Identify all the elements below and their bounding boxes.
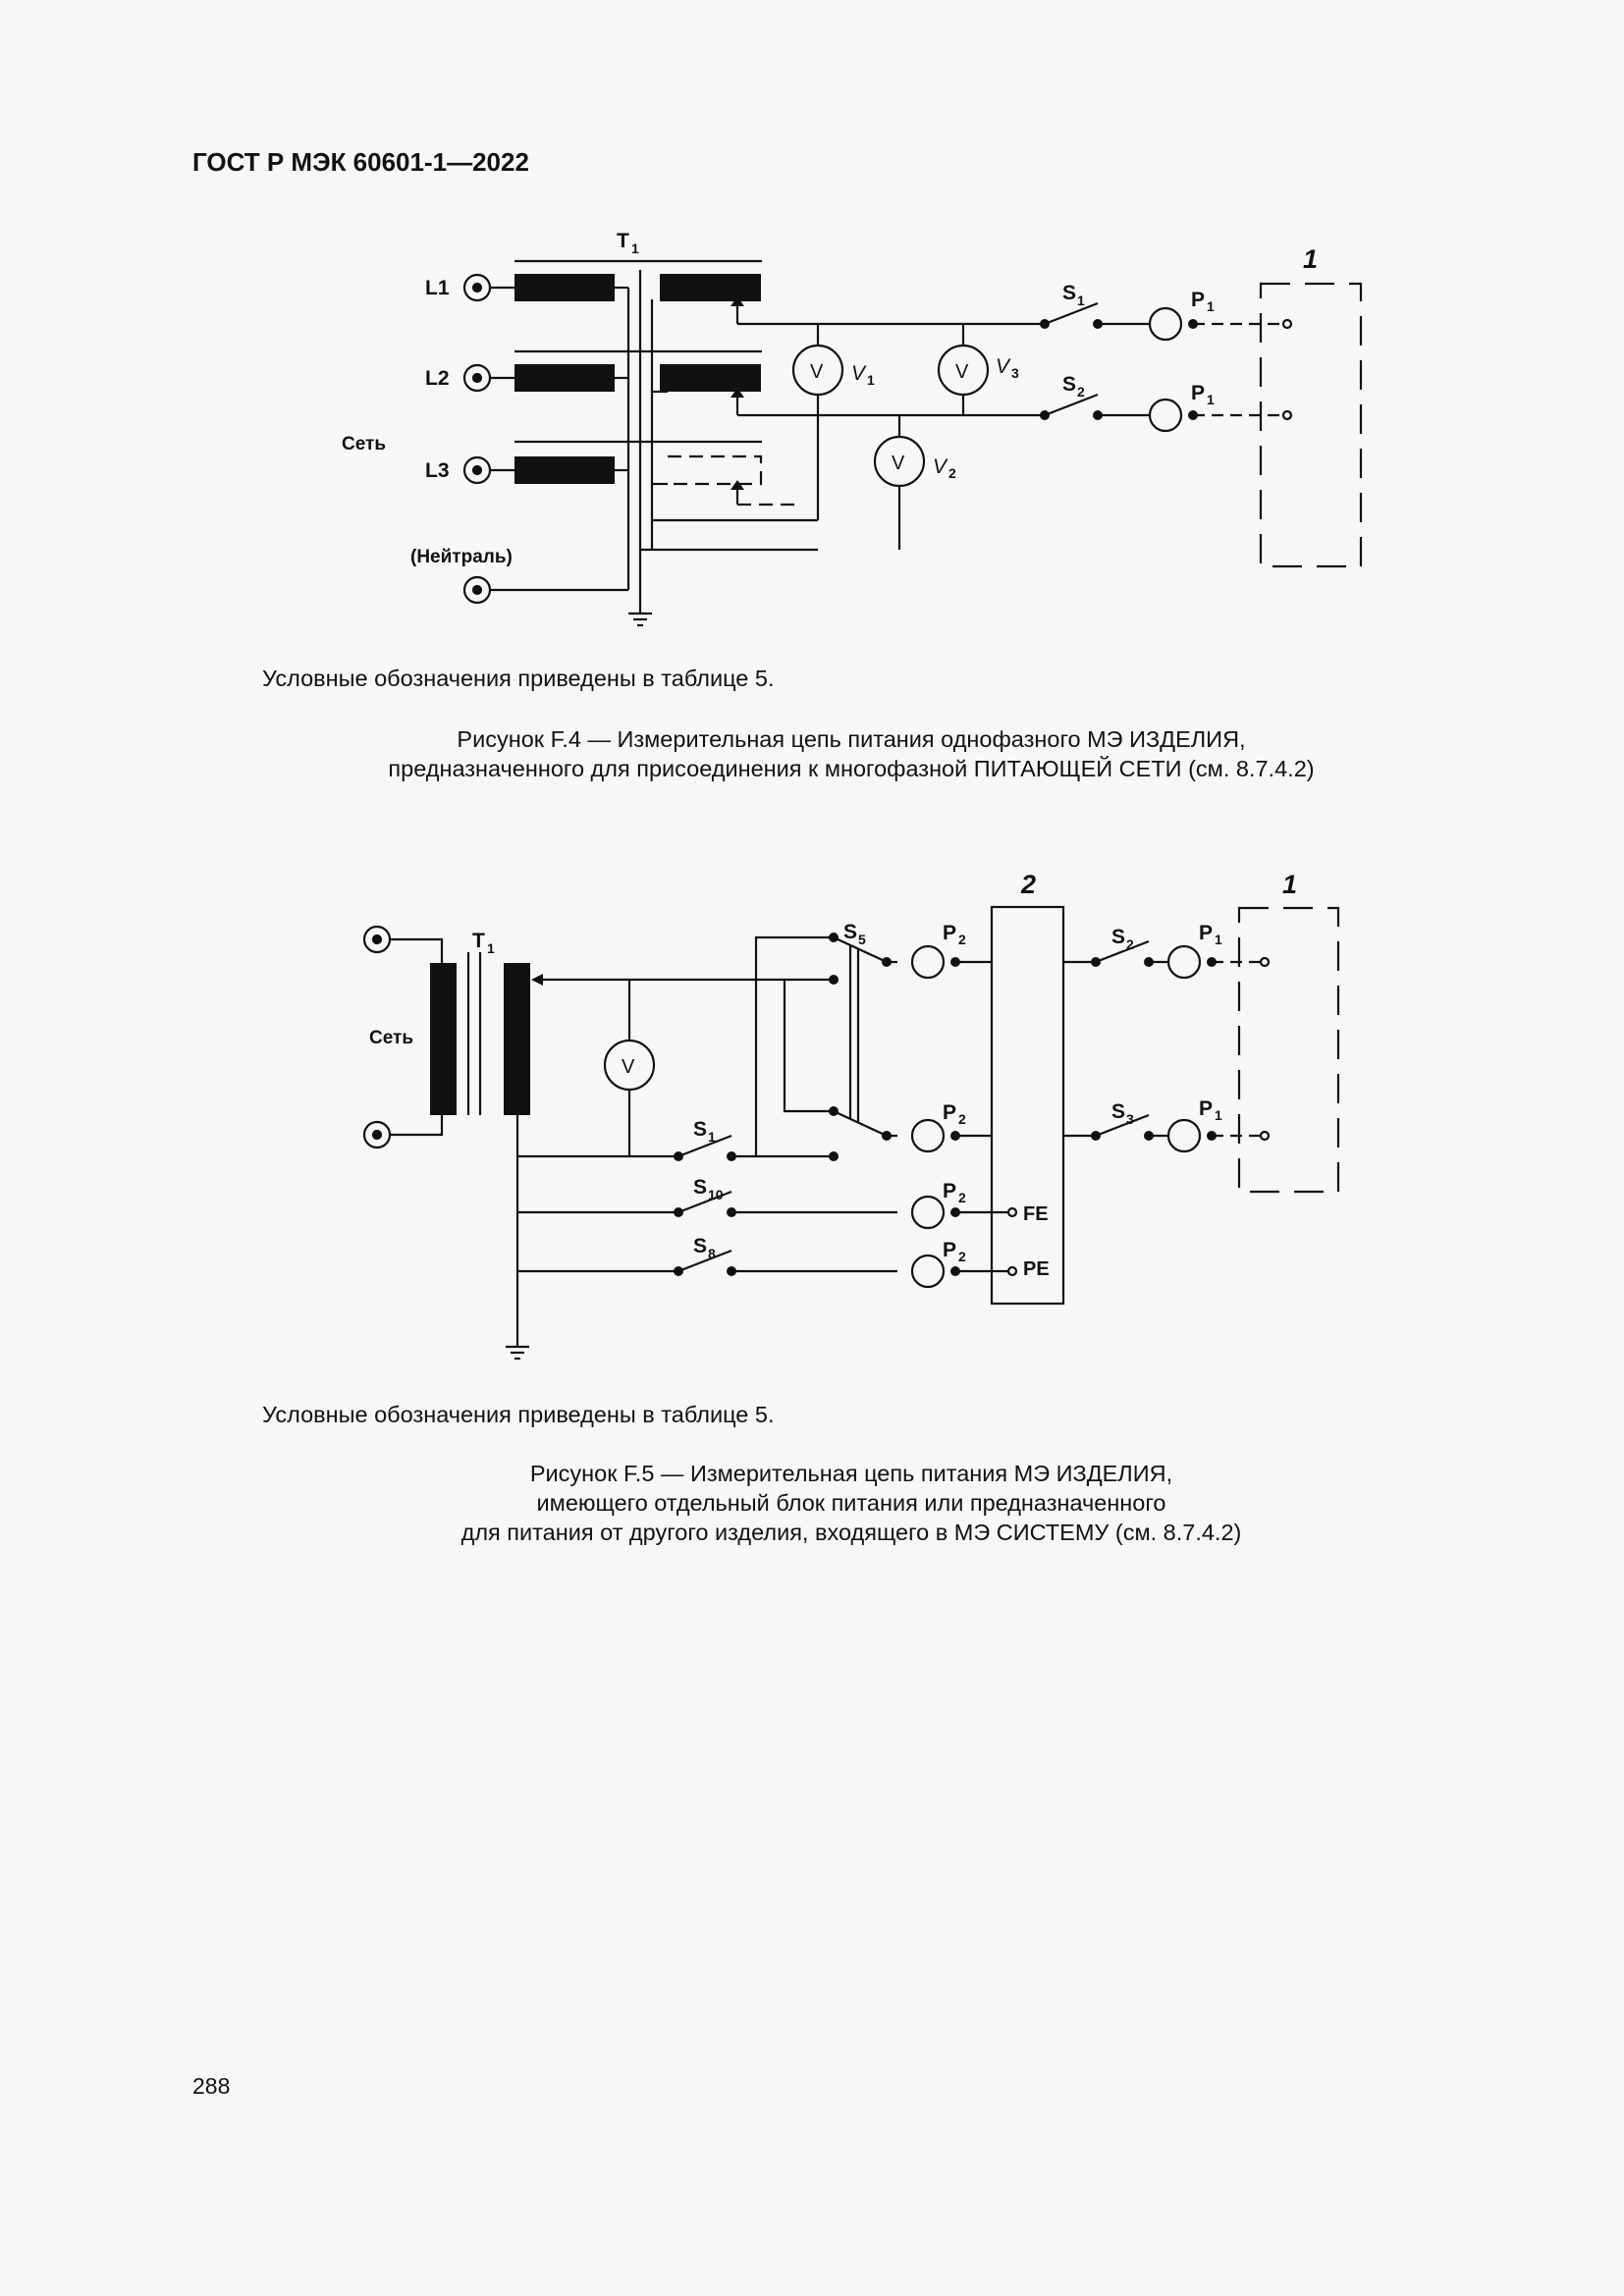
label-s1: S xyxy=(1062,282,1077,304)
label-p1-bottom: P xyxy=(1191,382,1206,404)
fig5-caption-line3: для питания от другого изделия, входящего в МЭ СИСТЕМУ (см. 8.7.4.2) xyxy=(460,1520,1242,1545)
secondary-winding xyxy=(504,963,530,1115)
document-header: ГОСТ Р МЭК 60601-1—2022 xyxy=(192,147,529,177)
primary-winding-l3 xyxy=(514,456,615,484)
primary-winding-l1 xyxy=(514,274,615,301)
label-s2: S xyxy=(1062,373,1077,396)
svg-text:1: 1 xyxy=(631,240,639,256)
svg-text:5: 5 xyxy=(858,932,866,947)
label-mains: Сеть xyxy=(342,434,387,454)
label-p2: P xyxy=(943,922,957,944)
svg-text:1: 1 xyxy=(708,1129,716,1145)
label-l3: L3 xyxy=(425,459,450,482)
label-v2: V xyxy=(933,455,947,478)
svg-text:1: 1 xyxy=(1077,293,1085,308)
terminal-mains-bottom xyxy=(364,1122,390,1148)
terminal-l3 xyxy=(464,457,490,483)
svg-text:2: 2 xyxy=(948,465,956,481)
label-v3: V xyxy=(996,355,1010,378)
label-s1: S xyxy=(693,1118,708,1141)
svg-text:V: V xyxy=(892,453,905,474)
power-supply-box xyxy=(992,907,1063,1304)
svg-text:2: 2 xyxy=(1126,936,1134,952)
secondary-winding-l1 xyxy=(660,274,761,301)
label-t1: T xyxy=(617,230,629,252)
label-l2: L2 xyxy=(425,367,450,390)
page-number: 288 xyxy=(192,2073,231,2099)
label-l1: L1 xyxy=(425,277,450,299)
label-p2: P xyxy=(943,1239,957,1261)
label-p1-top: P xyxy=(1191,289,1206,311)
svg-text:V: V xyxy=(955,361,969,383)
svg-text:8: 8 xyxy=(708,1246,716,1261)
fig4-legend-note: Условные обозначения приведены в таблице 5. xyxy=(262,666,775,691)
secondary-winding-l2 xyxy=(660,364,761,392)
label-s3: S xyxy=(1111,1100,1126,1123)
label-t1: T xyxy=(472,930,485,952)
label-v1: V xyxy=(851,362,866,385)
label-p1: P xyxy=(1199,922,1214,944)
svg-text:2: 2 xyxy=(1077,384,1085,400)
svg-text:1: 1 xyxy=(1215,932,1222,947)
label-box-2: 2 xyxy=(1021,870,1037,899)
svg-text:V: V xyxy=(810,361,824,383)
fig5-legend-note: Условные обозначения приведены в таблице 5. xyxy=(262,1402,775,1427)
svg-text:1: 1 xyxy=(1207,392,1215,407)
me-equipment-box xyxy=(1239,908,1338,1192)
terminal-neutral xyxy=(464,577,490,603)
figure-f5-circuit xyxy=(0,844,1624,1394)
primary-winding xyxy=(430,963,457,1115)
label-v: V xyxy=(622,1056,635,1078)
fig4-caption-line2: предназначенного для присоединения к многофазной ПИТАЮЩЕЙ СЕТИ (см. 8.7.4.2) xyxy=(388,756,1315,781)
fig5-caption-line2: имеющего отдельный блок питания или предназначенного xyxy=(536,1490,1166,1516)
terminal-l2 xyxy=(464,365,490,391)
label-neutral: (Нейтраль) xyxy=(410,547,513,567)
me-equipment-box xyxy=(1261,284,1361,566)
svg-text:3: 3 xyxy=(1011,365,1019,381)
svg-text:1: 1 xyxy=(867,372,875,388)
fig5-caption-line1: Рисунок F.5 — Измерительная цепь питания МЭ ИЗДЕЛИЯ, xyxy=(529,1461,1173,1486)
label-p1: P xyxy=(1199,1097,1214,1120)
svg-text:2: 2 xyxy=(958,932,966,947)
svg-text:2: 2 xyxy=(958,1249,966,1264)
label-s2: S xyxy=(1111,926,1126,948)
label-p2: P xyxy=(943,1101,957,1124)
svg-text:1: 1 xyxy=(1215,1107,1222,1123)
label-s5: S xyxy=(843,921,858,943)
label-s8: S xyxy=(693,1235,708,1257)
label-fe: FE xyxy=(1023,1203,1049,1225)
svg-text:2: 2 xyxy=(958,1111,966,1127)
terminal-mains-top xyxy=(364,927,390,952)
label-pe: PE xyxy=(1023,1258,1050,1280)
label-p2: P xyxy=(943,1180,957,1202)
svg-text:10: 10 xyxy=(708,1187,724,1202)
figure-f4-circuit xyxy=(0,0,1624,687)
fig4-caption-line1: Рисунок F.4 — Измерительная цепь питания однофазного МЭ ИЗДЕЛИЯ, xyxy=(457,726,1246,752)
primary-winding-l2 xyxy=(514,364,615,392)
label-mains: Сеть xyxy=(369,1028,414,1048)
svg-text:3: 3 xyxy=(1126,1111,1134,1127)
label-box-1: 1 xyxy=(1282,870,1298,899)
label-s10: S xyxy=(693,1176,708,1199)
terminal-l1 xyxy=(464,275,490,300)
label-box-1: 1 xyxy=(1303,244,1319,274)
svg-text:1: 1 xyxy=(1207,298,1215,314)
svg-text:2: 2 xyxy=(958,1190,966,1205)
svg-text:1: 1 xyxy=(487,940,495,956)
